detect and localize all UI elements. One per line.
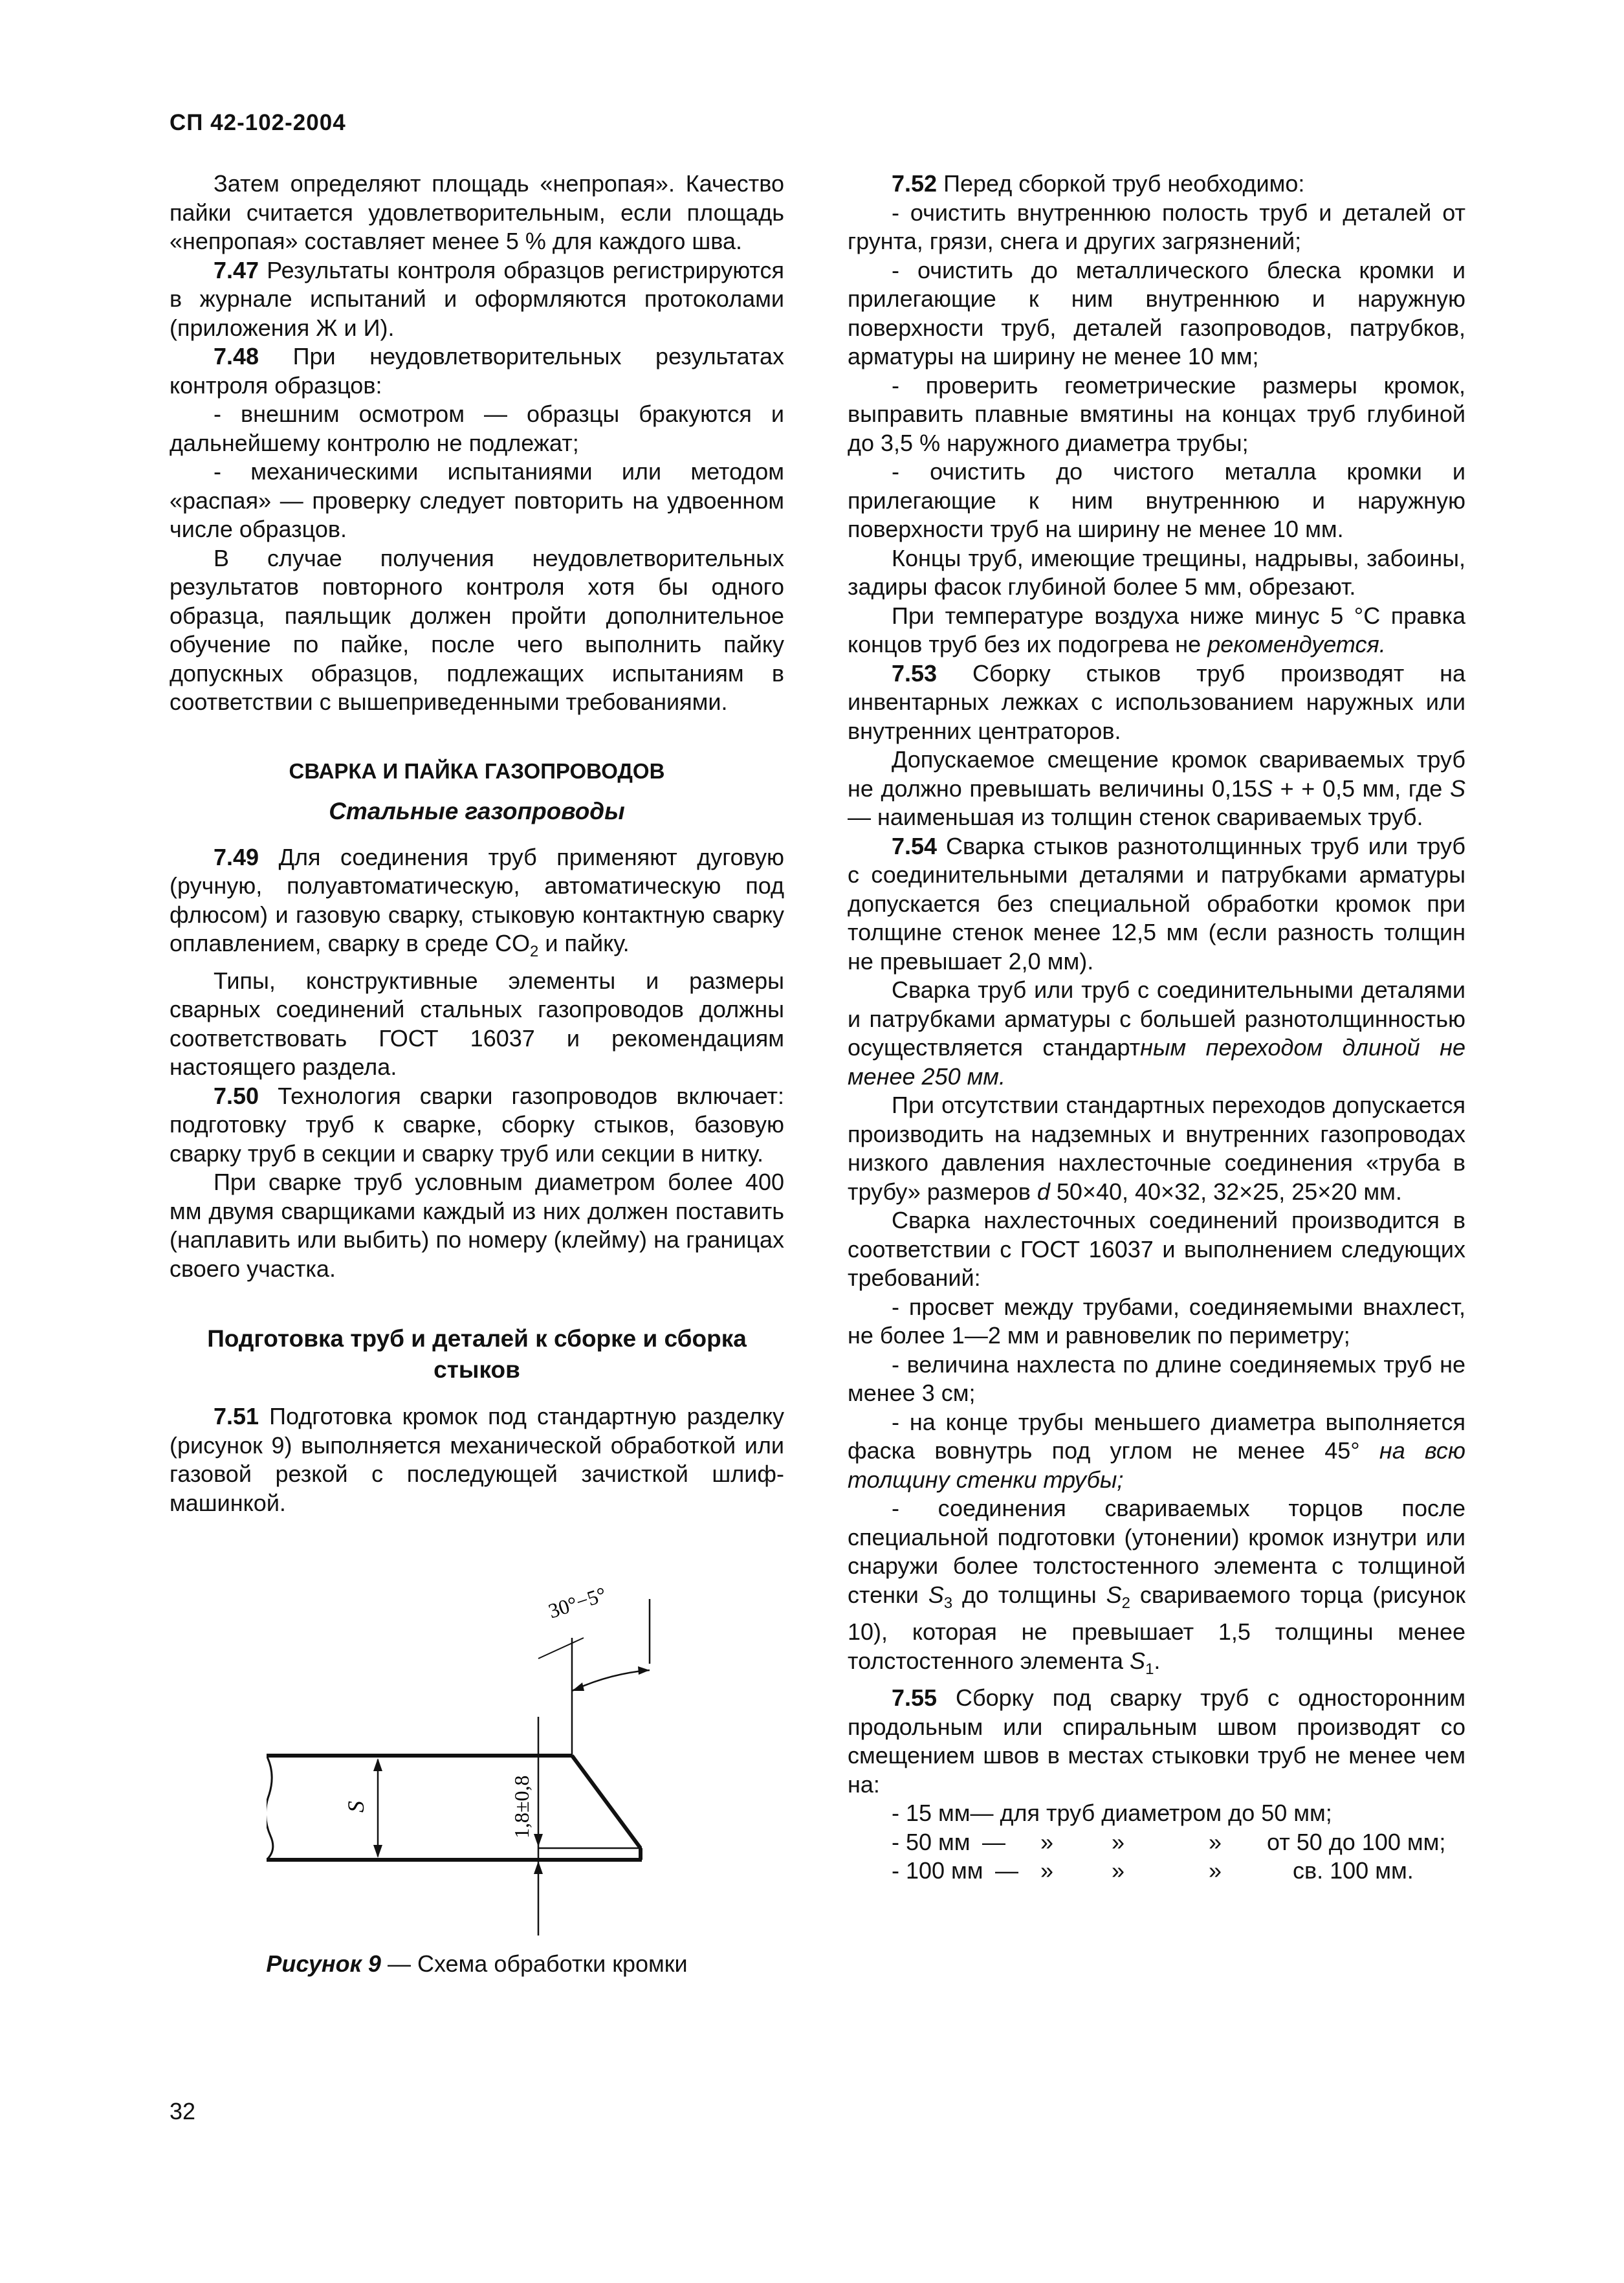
list-item-text: . xyxy=(1154,1647,1161,1674)
edge-preparation-diagram xyxy=(267,1541,694,1936)
list-item: - очистить внутреннюю полость труб и деталей от грунта, грязи, снега и других загрязнений; xyxy=(848,199,1465,254)
symbol-s: S xyxy=(1106,1581,1122,1608)
ditto-mark: » xyxy=(1040,1857,1054,1884)
paragraph-7-49 xyxy=(170,843,784,967)
leader-line xyxy=(538,1638,584,1659)
ditto-mark: » xyxy=(1112,1828,1125,1855)
clause-text: Результаты контроля образцов регистрируются в журнале испытаний и оформляются протоколами (приложения Ж и И). xyxy=(170,256,784,341)
paragraph-absent-transitions xyxy=(848,1091,1465,1206)
clause-number: 7.54 xyxy=(892,832,938,859)
left-column xyxy=(170,170,784,1979)
arrow-down-icon xyxy=(373,1845,382,1858)
list-item: - внешним осмотром — образцы бракуются и дальнейшему контролю не подлежат; xyxy=(170,401,784,456)
paragraph-weld-transition xyxy=(848,976,1465,1091)
symbol-s: S xyxy=(1449,775,1465,802)
shift-row-3 xyxy=(848,1857,1465,1886)
list-item-text-italic: на всю толщину стенки трубы; xyxy=(848,1437,1465,1493)
clause-number: 7.49 xyxy=(214,843,259,870)
list-item: - очистить до металлического блеска кромки и прилегающие к ним внутреннюю и наружную поверхности труб, деталей газопроводов, патрубков, арматуры на ширину не менее 10 мм; xyxy=(848,256,1465,369)
clause-number: 7.51 xyxy=(214,1403,259,1429)
absent-text: 50×40, 40×32, 32×25, 25×20 мм. xyxy=(1049,1178,1402,1205)
clause-text: Сборку под сварку труб с односторонним продольным или спиральным швом производят со смещением швов в местах стыковки труб не менее чем на: xyxy=(848,1684,1465,1798)
subscript: 2 xyxy=(529,943,539,960)
paragraph-7-54 xyxy=(848,832,1465,976)
list-item: - механическими испытаниями или методом «распая» — проверку следует повторить на удвоенном числе образцов. xyxy=(170,458,784,542)
list-item: - очистить до чистого металла кромки и прилегающие к ним внутреннюю и наружную поверхности труб на ширину не менее 10 мм. xyxy=(848,458,1465,542)
shift-value: - 50 мм xyxy=(892,1828,971,1855)
angle-arc xyxy=(572,1670,650,1691)
ditto-mark: » xyxy=(1209,1857,1222,1884)
clause-text: Для соединения труб применяют дуговую (ручную, полуавтоматическую, автоматическую под флюсом) и газовую сварку, стыковую контактную сварку оплавлением, сварку в среде CO xyxy=(170,843,784,956)
figure-caption xyxy=(170,1950,784,1979)
list-item xyxy=(848,1408,1465,1495)
ditto-mark: » xyxy=(1209,1828,1222,1855)
clause-text: Технология сварки газопроводов включает: подготовку труб к сварке, сборку стыков, базовую сварку труб в секции и сварку труб или секции в нитку. xyxy=(170,1082,784,1167)
shift-range: св. 100 мм. xyxy=(1293,1857,1414,1884)
symbol-s: S xyxy=(928,1581,944,1608)
arrow-up-icon xyxy=(373,1758,382,1771)
shift-dash: — xyxy=(982,1828,1005,1855)
paragraph-7-53 xyxy=(848,659,1465,746)
list-item: - просвет между трубами, соединяемыми внахлест, не более 1—2 мм и равновелик по периметру; xyxy=(848,1293,1465,1349)
paragraph-lap-joints: Сварка нахлесточных соединений производится в соответствии с ГОСТ 16037 и выполнением следующих требований: xyxy=(848,1207,1465,1291)
list-item: - проверить геометрические размеры кромок, выправить плавные вмятины на концах труб глубиной до 3,5 % наружного диаметра трубы; xyxy=(848,371,1465,456)
paragraph-7-47 xyxy=(170,256,784,343)
clause-number: 7.55 xyxy=(892,1684,938,1711)
offset-text: — наименьшая из толщин стенок свариваемых труб. xyxy=(848,804,1423,830)
arrow-left-icon xyxy=(572,1682,584,1691)
figure-caption-text: — Схема обработки кромки xyxy=(380,1950,688,1977)
subscript: 3 xyxy=(943,1594,953,1612)
paragraph-types: Типы, конструктивные элементы и размеры сварных соединений стальных газопроводов должны соответствовать ГОСТ 16037 и рекомендациям настоящего раздела. xyxy=(170,967,784,1080)
paragraph-pipe-ends: Концы труб, имеющие трещины, надрывы, забоины, задиры фасок глубиной более 5 мм, обрезают. xyxy=(848,544,1465,600)
absent-text: При отсутствии стандартных переходов допускается производить на надземных и внутренних газопроводах низкого давления нахлесточные соединения «труба в трубу» размеров xyxy=(848,1092,1465,1205)
temperature-text: При температуре воздуха ниже минус 5 °С правка концов труб без их подогрева не xyxy=(848,602,1465,657)
ditto-mark: » xyxy=(1040,1828,1054,1855)
symbol-s: S xyxy=(1130,1647,1146,1674)
list-item xyxy=(848,1494,1465,1684)
weld-text: Сварка труб или труб с соединительными деталями и патрубками арматуры с большей разнотолщинностью осуществляется стандарт xyxy=(848,976,1465,1061)
clause-number: 7.53 xyxy=(892,659,938,687)
section-title: СВАРКА И ПАЙКА ГАЗОПРОВОДОВ xyxy=(289,758,665,783)
document-code-header: СП 42-102-2004 xyxy=(170,110,346,135)
right-column xyxy=(848,170,1465,1886)
clause-number: 7.48 xyxy=(214,343,259,369)
shift-value: - 15 мм xyxy=(892,1800,971,1826)
clause-text: Сборку стыков труб производят на инвентарных лежках с использованием наружных или внутренних центраторов. xyxy=(848,659,1465,744)
subsection-steel-title: Стальные газопроводы xyxy=(329,798,625,824)
paragraph-7-52 xyxy=(848,170,1465,199)
list-item-text: до толщины xyxy=(952,1581,1106,1608)
clause-text: Сварка стыков разнотолщинных труб или труб с соединительными деталями и патрубками арматуры допускается без специальной обработки кромок при толщине стенок менее 12,5 мм (если разность толщин не превышает 2,0 мм). xyxy=(848,832,1465,975)
subscript: 1 xyxy=(1145,1660,1154,1678)
subsection-prep-title: Подготовка труб и деталей к сборке и сборка стыков xyxy=(207,1325,747,1383)
shift-description: — для труб диаметром до 50 мм; xyxy=(970,1800,1332,1826)
shift-range: от 50 до 100 мм; xyxy=(1267,1828,1446,1855)
clause-number: 7.47 xyxy=(214,256,259,283)
shift-value: - 100 мм xyxy=(892,1857,983,1884)
shift-dash: — xyxy=(995,1857,1018,1884)
shift-row-2 xyxy=(848,1828,1465,1857)
arrow-right-icon xyxy=(638,1666,650,1675)
figure-9 xyxy=(170,1541,784,1979)
weld-text-italic: ным переходом длиной не менее 250 мм. xyxy=(848,1034,1466,1090)
paragraph-non-solder: Затем определяют площадь «непропая». Качество пайки считается удовлетворительным, если площадь «непропая» составляет менее 5 % для каждого шва. xyxy=(170,170,784,254)
symbol-s: S xyxy=(1256,775,1273,802)
paragraph-retest: В случае получения неудовлетворительных результатов повторного контроля хотя бы одного образца, паяльщик должен пройти дополнительное обучение по пайке, после чего выполнить пайку допускных образцов, подлежащих испытаниям в соответствии с вышеприведенными требованиями. xyxy=(170,544,784,715)
offset-text: + + 0,5 мм, где xyxy=(1272,775,1450,802)
bevel-line xyxy=(572,1756,641,1848)
clause-text: Перед сборкой труб необходимо: xyxy=(937,170,1305,197)
ditto-mark: » xyxy=(1112,1857,1125,1884)
s-label: S xyxy=(343,1801,369,1813)
temperature-text-italic: рекомендуется. xyxy=(1207,631,1386,657)
paragraph-temperature xyxy=(848,602,1465,659)
list-item-text: - соединения свариваемых торцов после специальной подготовки (утонении) кромок изнутри или снаружи более толстостенного элемента с толщиной стенки xyxy=(848,1495,1465,1608)
arrow-down-icon xyxy=(534,1834,543,1847)
angle-label: 30°−5° xyxy=(545,1582,609,1623)
symbol-d: d xyxy=(1037,1178,1050,1205)
offset-text: Допускаемое смещение кромок свариваемых труб не должно превышать величины 0,15 xyxy=(848,746,1465,802)
list-item-text: - на конце трубы меньшего диаметра выполняется фаска вовнутрь под углом не менее 45° xyxy=(848,1408,1465,1464)
clause-number: 7.52 xyxy=(892,170,938,197)
clause-text: Подготовка кромок под стандартную разделку (рисунок 9) выполняется механической обработкой или газовой резкой с последующей зачисткой шлиф-машинкой. xyxy=(170,1403,784,1516)
paragraph-400mm: При сварке труб условным диаметром более 400 мм двумя сварщиками каждый из них должен поставить (наплавить или выбить) по номеру (клейму) на границах своего участка. xyxy=(170,1169,784,1282)
subscript: 2 xyxy=(1121,1594,1131,1612)
paragraph-7-55 xyxy=(848,1684,1465,1799)
paragraph-7-50 xyxy=(170,1082,784,1169)
break-line xyxy=(267,1756,273,1860)
shift-row-1 xyxy=(848,1799,1465,1828)
figure-caption-label: Рисунок 9 xyxy=(266,1950,381,1977)
paragraph-offset xyxy=(848,745,1465,832)
arrow-up-icon xyxy=(534,1861,543,1874)
clause-number: 7.50 xyxy=(214,1082,259,1109)
list-item-text: свариваемого торца (рисунок 10), которая не превышает 1,5 толщины менее толстостенного элемента xyxy=(848,1581,1465,1674)
root-face-label: 1,8±0,8 xyxy=(510,1775,533,1838)
paragraph-7-51 xyxy=(170,1402,784,1517)
page-number: 32 xyxy=(170,2098,196,2124)
list-item: - величина нахлеста по длине соединяемых труб не менее 3 см; xyxy=(848,1351,1465,1406)
paragraph-7-48 xyxy=(170,342,784,400)
clause-text-end: и пайку. xyxy=(538,930,630,956)
clause-text: При неудовлетворительных результатах контроля образцов: xyxy=(170,343,784,399)
